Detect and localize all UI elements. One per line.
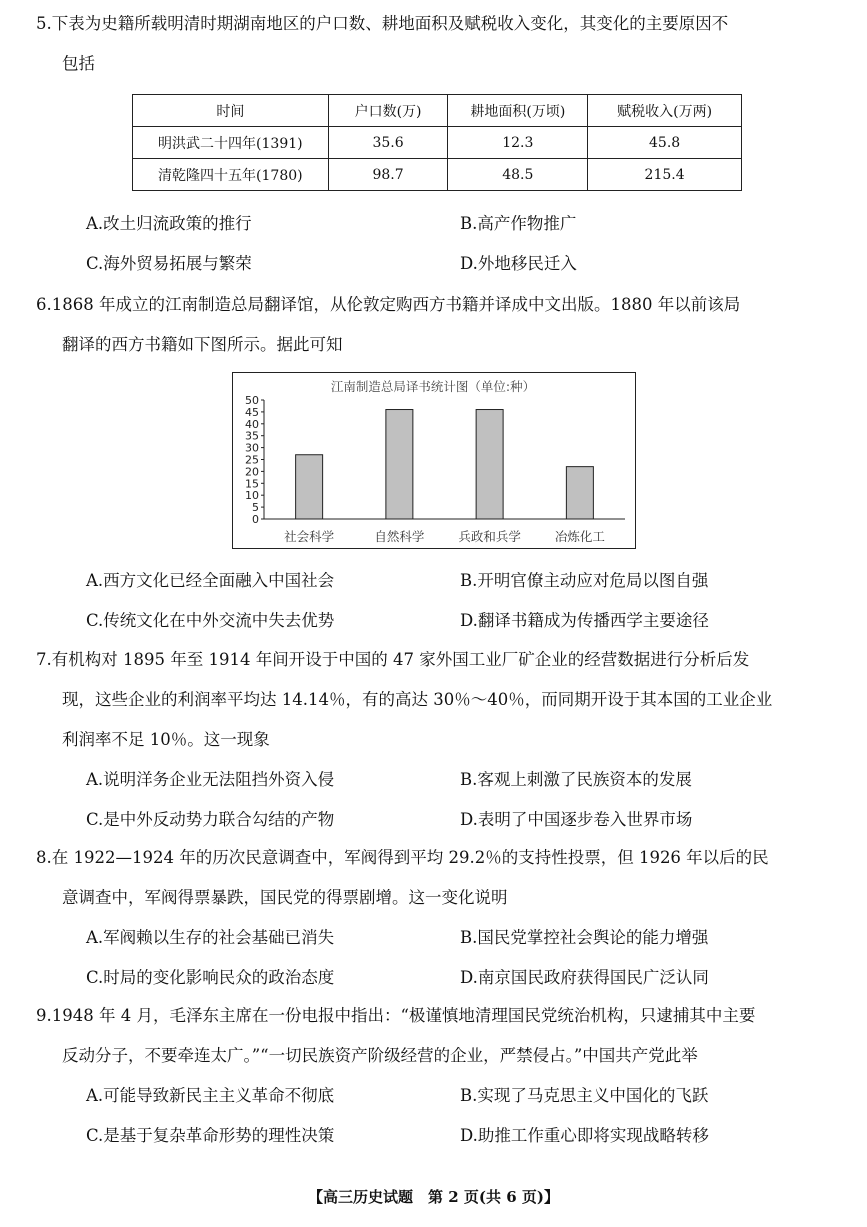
table-cell: 48.5 — [448, 159, 588, 191]
table-cell: 45.8 — [588, 127, 742, 159]
table-cell: 清乾隆四十五年(1780) — [133, 159, 329, 191]
y-tick-label: 20 — [245, 465, 259, 479]
bar — [386, 410, 413, 519]
q7-stem-line1: 7.有机构对 1895 年至 1914 年间开设于中国的 47 家外国工业厂矿企业的经营数据进行分析后发 — [36, 650, 750, 669]
q9-option-a: A.可能导致新民主主义革命不彻底 — [86, 1086, 335, 1105]
q8-option-d: D.南京国民政府获得国民广泛认同 — [460, 968, 709, 987]
q7-option-d: D.表明了中国逐步卷入世界市场 — [460, 810, 693, 829]
q5-stem-line2: 包括 — [62, 54, 95, 73]
q7-option-a: A.说明洋务企业无法阻挡外资入侵 — [86, 770, 335, 789]
q8-stem-line2: 意调查中，军阀得票暴跌，国民党的得票剧增。这一变化说明 — [62, 888, 508, 907]
y-tick-label: 10 — [245, 489, 259, 503]
q5-option-c: C.海外贸易拓展与繁荣 — [86, 254, 252, 273]
table-header-row — [133, 95, 742, 127]
bar — [296, 455, 323, 519]
table-cell: 明洪武二十四年(1391) — [133, 127, 329, 159]
q7-stem-line2: 现，这些企业的利润率平均达 14.14％，有的高达 30％～40％，而同期开设于其本国的工业企业 — [62, 690, 773, 709]
y-tick-label: 40 — [245, 417, 259, 431]
table-cell: 12.3 — [448, 127, 588, 159]
q6-stem-line2: 翻译的西方书籍如下图所示。据此可知 — [62, 335, 343, 354]
q9-stem-line2: 反动分子，不要牵连太广。”“一切民族资产阶级经营的企业，严禁侵占。”中国共产党此举 — [62, 1046, 698, 1065]
q9-option-b: B.实现了马克思主义中国化的飞跃 — [460, 1086, 709, 1105]
table-row — [133, 159, 742, 191]
q6-option-c: C.传统文化在中外交流中失去优势 — [86, 611, 335, 630]
table-header-cell: 户口数(万) — [328, 95, 448, 127]
y-tick-label: 15 — [245, 477, 259, 491]
q6-stem-line1: 6.1868 年成立的江南制造总局翻译馆，从伦敦定购西方书籍并译成中文出版。1880 年以前该局 — [36, 295, 741, 314]
x-tick-label: 冶炼化工 — [554, 529, 605, 544]
q5-option-b: B.高产作物推广 — [460, 214, 577, 233]
table-cell: 98.7 — [328, 159, 448, 191]
q8-stem-line1: 8.在 1922—1924 年的历次民意调查中，军阀得到平均 29.2％的支持性投票，但 1926 年以后的民 — [36, 848, 769, 867]
table-cell: 215.4 — [588, 159, 742, 191]
q7-option-c: C.是中外反动势力联合勾结的产物 — [86, 810, 335, 829]
page-footer: 【高三历史试题 第 2 页(共 6 页)】 — [308, 1188, 559, 1206]
q6-option-d: D.翻译书籍成为传播西学主要途径 — [460, 611, 709, 630]
translation-bar-chart — [232, 372, 636, 549]
q8-option-c: C.时局的变化影响民众的政治态度 — [86, 968, 335, 987]
y-tick-label: 45 — [245, 405, 259, 419]
x-tick-label: 自然科学 — [374, 529, 425, 544]
bar — [476, 410, 503, 519]
bar — [566, 467, 593, 519]
y-tick-label: 0 — [252, 513, 259, 526]
y-tick-label: 35 — [245, 429, 259, 443]
q5-data-table — [132, 94, 742, 191]
x-tick-label: 兵政和兵学 — [458, 529, 521, 544]
chart-title: 江南制造总局译书统计图（单位:种） — [330, 379, 536, 394]
table-cell: 35.6 — [328, 127, 448, 159]
q8-option-b: B.国民党掌控社会舆论的能力增强 — [460, 928, 709, 947]
q5-stem-line1: 5.下表为史籍所载明清时期湖南地区的户口数、耕地面积及赋税收入变化，其变化的主要原因不 — [36, 14, 729, 33]
x-tick-label: 社会科学 — [284, 529, 335, 544]
chart-svg — [233, 373, 634, 547]
table-header-cell: 时间 — [133, 95, 329, 127]
table-row — [133, 127, 742, 159]
y-tick-label: 30 — [245, 441, 259, 455]
y-tick-label: 50 — [245, 394, 259, 407]
q9-option-d: D.助推工作重心即将实现战略转移 — [460, 1126, 709, 1145]
y-tick-label: 25 — [245, 453, 259, 467]
table-header-cell: 耕地面积(万顷) — [448, 95, 588, 127]
q8-option-a: A.军阀赖以生存的社会基础已消失 — [86, 928, 335, 947]
q5-option-a: A.改土归流政策的推行 — [86, 214, 252, 233]
q5-option-d: D.外地移民迁入 — [460, 254, 577, 273]
q9-option-c: C.是基于复杂革命形势的理性决策 — [86, 1126, 335, 1145]
q7-option-b: B.客观上刺激了民族资本的发展 — [460, 770, 692, 789]
q7-stem-line3: 利润率不足 10％。这一现象 — [62, 730, 270, 749]
y-tick-label: 5 — [252, 501, 259, 515]
q6-option-a: A.西方文化已经全面融入中国社会 — [86, 571, 335, 590]
q9-stem-line1: 9.1948 年 4 月，毛泽东主席在一份电报中指出：“极谨慎地清理国民党统治机构，只逮捕其中主要 — [36, 1006, 756, 1025]
table-header-cell: 赋税收入(万两) — [588, 95, 742, 127]
q6-option-b: B.开明官僚主动应对危局以图自强 — [460, 571, 709, 590]
